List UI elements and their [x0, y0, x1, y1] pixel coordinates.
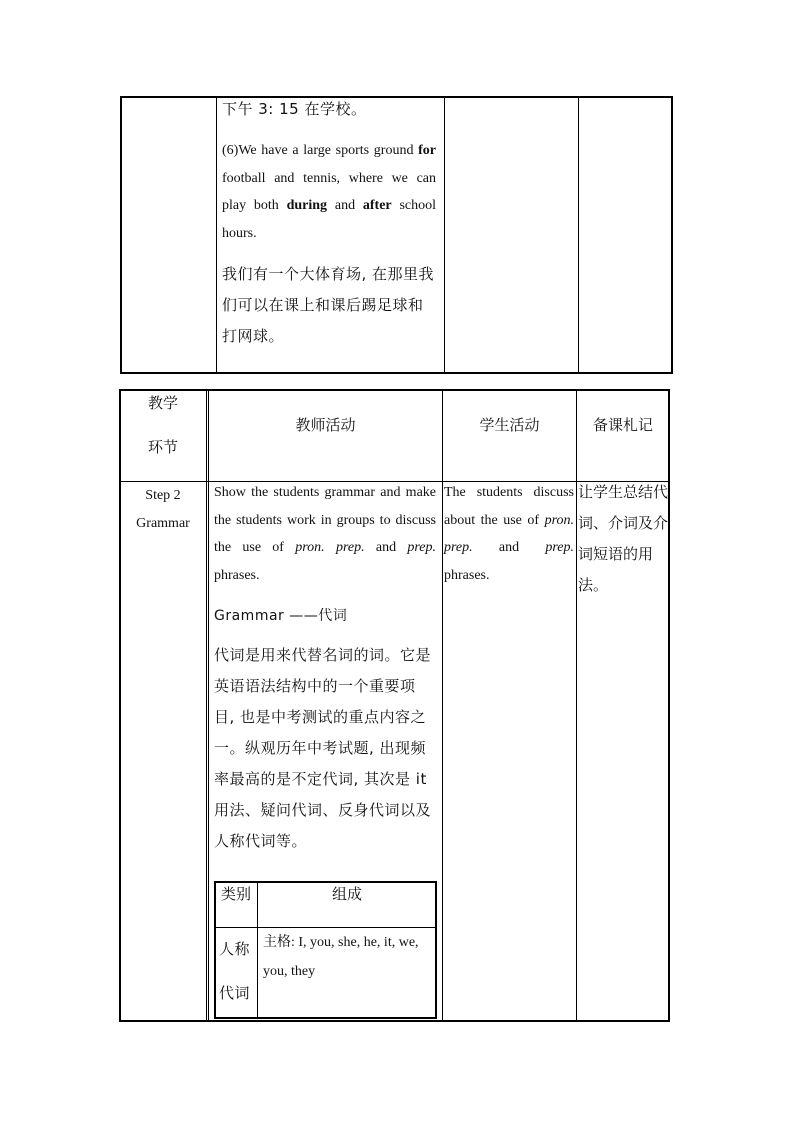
step-name: Step 2 — [145, 488, 181, 503]
header-section: 教学 环节 — [147, 394, 178, 456]
pronoun-row-forms: 主格: I, you, she, he, it, we, you, they — [263, 935, 419, 979]
teacher-instructions: Show the students grammar and make the students work in groups to discuss the use of pron. prep. and prep. phrases. — [214, 485, 436, 583]
table1-divider-2 — [444, 97, 445, 373]
student-activity-cell — [444, 479, 574, 589]
table1-divider-3 — [578, 97, 579, 373]
header-lesson-notes: 备课札记 — [592, 416, 653, 434]
pronoun-row-category: 人称代词 — [219, 940, 251, 1002]
table1-teacher-cell — [222, 96, 436, 352]
table2-divider-1 — [206, 390, 207, 1021]
time-note: 下午 3: 15 在学校。 — [222, 100, 367, 118]
pronoun-header-category: 类别 — [220, 885, 251, 903]
lesson-notes-cell: 让学生总结代词、介词及介词短语的用法。 — [578, 483, 669, 594]
header-teacher-activity: 教师活动 — [295, 416, 356, 434]
pronoun-header-forms: 组成 — [331, 885, 362, 903]
table2-divider-2 — [442, 390, 443, 1021]
header-student-activity: 学生活动 — [479, 416, 540, 434]
grammar-body: 代词是用来代替名词的词。它是英语语法结构中的一个重要项目, 也是中考测试的重点内容之一。纵观历年中考试题, 出现频率最高的是不定代词, 其次是 it 用法、疑问代词、反身代词以及人称代词等。 — [214, 646, 432, 850]
table2-divider-1b — [208, 390, 209, 1021]
translation-6: 我们有一个大体育场, 在那里我们可以在课上和课后踢足球和打网球。 — [222, 265, 435, 345]
grammar-heading: Grammar ——代词 — [214, 608, 348, 624]
table2-divider-3 — [576, 390, 577, 1021]
step-title: Grammar — [136, 515, 190, 531]
table1-divider-1 — [216, 97, 217, 373]
student-discussion: The students discuss about the use of pron. prep. and prep. phrases. — [444, 485, 574, 583]
teacher-activity-cell — [214, 479, 436, 857]
example-sentence-6: (6)We have a large sports ground for football and tennis, where we can play both during and after school hours. — [222, 143, 436, 241]
step-cell — [120, 482, 206, 537]
